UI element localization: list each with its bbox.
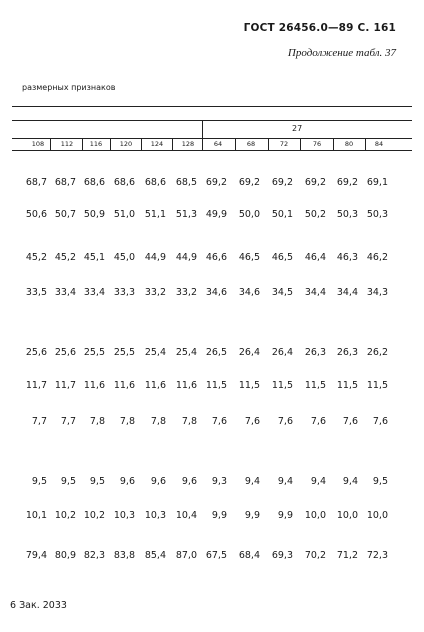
table-cell: 80,9 [54, 550, 76, 561]
table-cell: 69,3 [271, 550, 293, 561]
table-cell: 9,9 [211, 510, 227, 521]
table-cell: 7,8 [150, 416, 166, 427]
table-cell: 82,3 [83, 550, 105, 561]
table-cell: 9,5 [60, 476, 76, 487]
table-continuation-label: Продолжение табл. 37 [287, 47, 396, 59]
column-separator [235, 138, 236, 150]
table-cell: 50,6 [25, 209, 47, 220]
table-cell: 68,5 [175, 177, 197, 188]
table-cell: 85,4 [144, 550, 166, 561]
table-cell: 69,2 [336, 177, 358, 188]
column-header: 64 [213, 140, 223, 148]
table-cell: 26,3 [336, 347, 358, 358]
table-rule-group [12, 120, 412, 121]
table-cell: 9,5 [89, 476, 105, 487]
table-cell: 50,3 [366, 209, 388, 220]
table-cell: 10,3 [113, 510, 135, 521]
table-cell: 33,4 [54, 287, 76, 298]
table-cell: 50,0 [238, 209, 260, 220]
table-cell: 50,1 [271, 209, 293, 220]
print-order-footer: 6 Зак. 2033 [10, 600, 67, 611]
column-header: 68 [246, 140, 256, 148]
table-cell: 45,2 [54, 252, 76, 263]
table-cell: 7,8 [89, 416, 105, 427]
table-cell: 68,6 [113, 177, 135, 188]
group-label: 27 [292, 124, 303, 133]
column-header: 112 [60, 140, 74, 148]
table-cell: 69,2 [271, 177, 293, 188]
table-cell: 46,5 [271, 252, 293, 263]
table-cell: 51,3 [175, 209, 197, 220]
table-cell: 9,9 [244, 510, 260, 521]
table-cell: 11,5 [271, 380, 293, 391]
table-cell: 10,0 [304, 510, 326, 521]
table-cell: 68,4 [238, 550, 260, 561]
table-cell: 87,0 [175, 550, 197, 561]
table-cell: 46,5 [238, 252, 260, 263]
table-cell: 50,3 [336, 209, 358, 220]
table-cell: 9,6 [119, 476, 135, 487]
table-cell: 9,5 [31, 476, 47, 487]
column-separator [300, 138, 301, 150]
table-cell: 33,2 [175, 287, 197, 298]
table-cell: 34,4 [304, 287, 326, 298]
table-cell: 33,3 [113, 287, 135, 298]
table-cell: 7,8 [119, 416, 135, 427]
table-cell: 69,2 [205, 177, 227, 188]
table-cell: 11,5 [238, 380, 260, 391]
table-cell: 68,7 [25, 177, 47, 188]
table-cell: 7,6 [211, 416, 227, 427]
table-cell: 69,2 [304, 177, 326, 188]
table-cell: 11,6 [83, 380, 105, 391]
table-cell: 11,5 [205, 380, 227, 391]
table-cell: 46,6 [205, 252, 227, 263]
column-header: 116 [89, 140, 103, 148]
table-cell: 50,9 [83, 209, 105, 220]
table-cell: 11,5 [336, 380, 358, 391]
table-cell: 7,6 [342, 416, 358, 427]
table-cell: 34,4 [336, 287, 358, 298]
table-cell: 9,4 [277, 476, 293, 487]
table-cell: 11,5 [366, 380, 388, 391]
column-header: 120 [119, 140, 133, 148]
table-cell: 45,0 [113, 252, 135, 263]
table-cell: 67,5 [205, 550, 227, 561]
table-cell: 44,9 [144, 252, 166, 263]
column-header: 128 [181, 140, 195, 148]
table-cell: 11,6 [113, 380, 135, 391]
column-header: 80 [344, 140, 354, 148]
table-cell: 10,2 [83, 510, 105, 521]
table-cell: 26,3 [304, 347, 326, 358]
table-cell: 25,6 [54, 347, 76, 358]
table-cell: 45,1 [83, 252, 105, 263]
column-header: 108 [31, 140, 45, 148]
column-separator [172, 138, 173, 150]
table-cell: 7,6 [244, 416, 260, 427]
table-cell: 9,6 [150, 476, 166, 487]
table-cell: 68,6 [83, 177, 105, 188]
table-cell: 10,0 [366, 510, 388, 521]
table-cell: 34,3 [366, 287, 388, 298]
column-header: 124 [150, 140, 164, 148]
table-cell: 51,0 [113, 209, 135, 220]
column-separator [202, 138, 203, 150]
column-header: 84 [374, 140, 384, 148]
table-cell: 9,5 [372, 476, 388, 487]
table-cell: 7,7 [31, 416, 47, 427]
table-cell: 11,7 [25, 380, 47, 391]
column-separator [268, 138, 269, 150]
table-cell: 7,8 [181, 416, 197, 427]
table-cell: 51,1 [144, 209, 166, 220]
table-cell: 49,9 [205, 209, 227, 220]
table-cell: 83,8 [113, 550, 135, 561]
table-cell: 10,0 [336, 510, 358, 521]
table-cell: 26,4 [271, 347, 293, 358]
table-cell: 34,5 [271, 287, 293, 298]
table-cell: 68,6 [144, 177, 166, 188]
table-rule-head-bottom [12, 150, 412, 151]
table-cell: 10,4 [175, 510, 197, 521]
table-cell: 7,6 [277, 416, 293, 427]
table-cell: 50,7 [54, 209, 76, 220]
table-cell: 34,6 [238, 287, 260, 298]
table-cell: 7,6 [310, 416, 326, 427]
table-cell: 25,4 [175, 347, 197, 358]
table-rule-top [12, 106, 412, 107]
table-cell: 33,2 [144, 287, 166, 298]
table-cell: 25,5 [83, 347, 105, 358]
standard-header: ГОСТ 26456.0—89 С. 161 [243, 22, 396, 34]
table-cell: 9,4 [342, 476, 358, 487]
table-cell: 69,2 [238, 177, 260, 188]
table-cell: 46,2 [366, 252, 388, 263]
table-cell: 46,4 [304, 252, 326, 263]
table-rule-head-top [12, 138, 412, 139]
table-cell: 25,6 [25, 347, 47, 358]
table-cell: 33,5 [25, 287, 47, 298]
column-header: 76 [312, 140, 322, 148]
table-cell: 70,2 [304, 550, 326, 561]
table-caption: размерных признаков [22, 83, 116, 92]
table-cell: 9,4 [310, 476, 326, 487]
table-cell: 50,2 [304, 209, 326, 220]
table-cell: 25,5 [113, 347, 135, 358]
table-cell: 25,4 [144, 347, 166, 358]
table-cell: 72,3 [366, 550, 388, 561]
table-cell: 9,9 [277, 510, 293, 521]
table-cell: 11,6 [144, 380, 166, 391]
table-cell: 9,3 [211, 476, 227, 487]
table-cell: 11,5 [304, 380, 326, 391]
table-cell: 71,2 [336, 550, 358, 561]
table-cell: 11,6 [175, 380, 197, 391]
table-cell: 10,1 [25, 510, 47, 521]
table-cell: 7,7 [60, 416, 76, 427]
column-separator [141, 138, 142, 150]
table-cell: 9,6 [181, 476, 197, 487]
table-cell: 45,2 [25, 252, 47, 263]
table-cell: 10,3 [144, 510, 166, 521]
table-cell: 11,7 [54, 380, 76, 391]
table-cell: 9,4 [244, 476, 260, 487]
column-header: 72 [279, 140, 289, 148]
table-cell: 26,2 [366, 347, 388, 358]
table-cell: 68,7 [54, 177, 76, 188]
table-cell: 26,4 [238, 347, 260, 358]
column-separator [110, 138, 111, 150]
table-cell: 26,5 [205, 347, 227, 358]
table-cell: 46,3 [336, 252, 358, 263]
table-cell: 10,2 [54, 510, 76, 521]
table-cell: 79,4 [25, 550, 47, 561]
table-cell: 44,9 [175, 252, 197, 263]
table-cell: 33,4 [83, 287, 105, 298]
table-cell: 7,6 [372, 416, 388, 427]
table-cell: 69,1 [366, 177, 388, 188]
table-cell: 34,6 [205, 287, 227, 298]
column-separator [333, 138, 334, 150]
